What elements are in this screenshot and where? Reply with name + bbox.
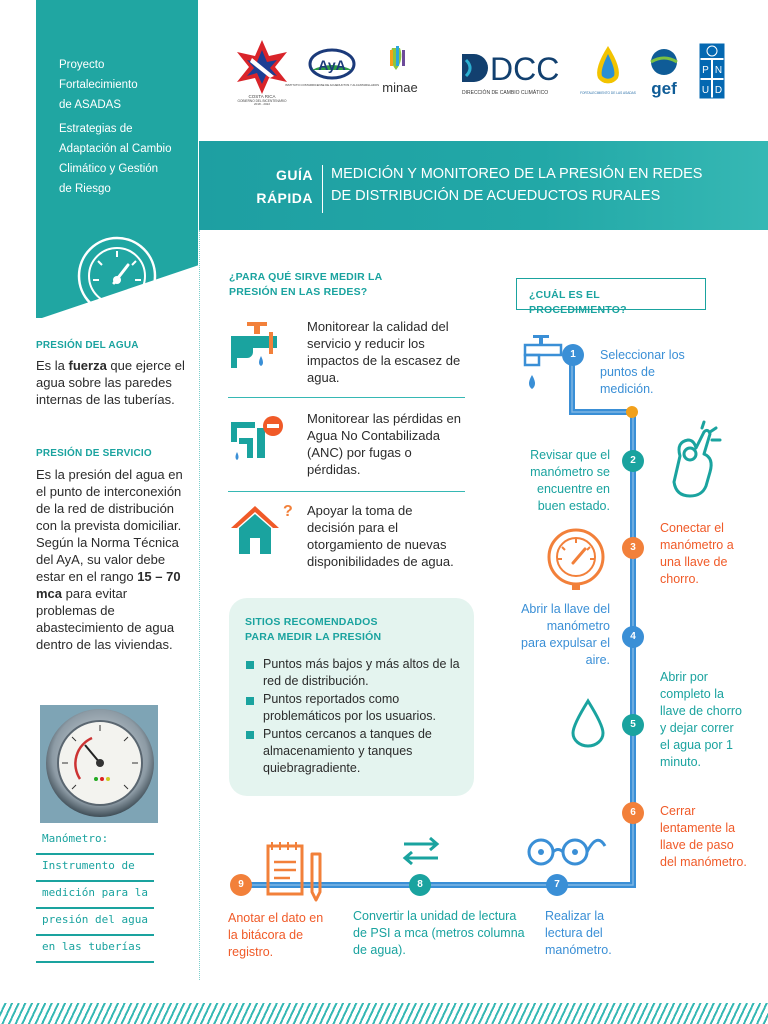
notepad-pencil-icon (264, 840, 326, 902)
faucet-icon (519, 333, 561, 399)
manometer-caption-line: Instrumento de (36, 855, 154, 882)
manometer-caption-line: Manómetro: (36, 828, 154, 855)
step-1-marker: 1 (562, 344, 584, 366)
step-8-text: Convertir la unidad de lectura de PSI a mca (metros columna de agua). (353, 909, 525, 957)
footer-stripes (0, 1003, 768, 1024)
step-7-text: Realizar la lectura del manómetro. (545, 909, 612, 957)
site-item: Puntos cercanos a tanques de almacenamiento y tanques quiebragradiente. (263, 727, 432, 775)
site-item: Puntos reportados como problemáticos por los usuarios. (263, 692, 436, 723)
svg-text:INSTITUTO COSTARRICENSE DE ACU: INSTITUTO COSTARRICENSE DE ACUEDUCTOS Y ALCANTARILLADOS (285, 83, 379, 87)
svg-text:gef: gef (651, 79, 677, 98)
strategies-title: Estrategias de Adaptación al Cambio Climático y Gestión de Riesgo (59, 123, 172, 195)
manometer-icon (545, 527, 607, 591)
manometer-caption-line: medición para la (36, 882, 154, 909)
step-9-text: Anotar el dato en la bitácora de registro. (228, 911, 324, 959)
step-2-marker: 2 (622, 450, 644, 472)
purpose-text: Monitorear las pérdidas en Agua No Contabilizada (ANC) por fugas o pérdidas. (307, 411, 461, 477)
ok-hand-icon (664, 420, 724, 502)
step-9-marker: 9 (230, 874, 252, 896)
manometer-caption-line: en las tuberías (36, 936, 154, 963)
step-6-marker: 6 (622, 802, 644, 824)
svg-text:DIRECCIÓN DE CAMBIO CLIMÁTICO: DIRECCIÓN DE CAMBIO CLIMÁTICO (462, 90, 549, 96)
purpose-text: Monitorear la calidad del servicio y reducir los impactos de la escasez de agua. (307, 319, 461, 385)
water-pressure-text: Es la fuerza que ejerce el agua sobre las paredes internas de las tuberías. (36, 358, 185, 407)
svg-text:GOBIERNO DEL BICENTENARIO: GOBIERNO DEL BICENTENARIO (237, 99, 287, 103)
svg-text:U: U (701, 85, 710, 96)
purpose-text: Apoyar la toma de decisión para el otorgamiento de nuevas disponibilidades de agua. (307, 503, 454, 569)
why-heading: ¿PARA QUÉ SIRVE MEDIR LA PRESIÓN EN LAS REDES? (229, 271, 383, 298)
quick-guide-label: GUÍA RÁPIDA (256, 167, 313, 206)
svg-text:P: P (702, 65, 709, 76)
step-5-text: Abrir por completo la llave de chorro y dejar correr el agua por 1 minuto. (660, 670, 742, 769)
recommended-sites-heading: SITIOS RECOMENDADOS PARA MEDIR LA PRESIÓN (245, 616, 382, 643)
manometer-caption-line: presión del agua (36, 909, 154, 936)
page-title: MEDICIÓN Y MONITOREO DE LA PRESIÓN EN REDES DE DISTRIBUCIÓN DE ACUEDUCTOS RURALES (331, 166, 703, 204)
step-3-text: Conectar el manómetro a una llave de chorro. (660, 521, 734, 586)
step-2-text: Revisar que el manómetro se encuentre en buen estado. (530, 448, 610, 513)
svg-text:COSTA RICA: COSTA RICA (248, 94, 276, 99)
svg-text:2018 - 2022: 2018 - 2022 (253, 102, 271, 106)
step-5-marker: 5 (622, 714, 644, 736)
svg-text:?: ? (283, 503, 293, 520)
svg-text:minae: minae (382, 80, 418, 95)
step-6-text: Cerrar lentamente la llave de paso del manómetro. (660, 804, 747, 869)
svg-text:N: N (714, 65, 723, 76)
step-4-marker: 4 (622, 626, 644, 648)
svg-text:AyA: AyA (318, 57, 346, 73)
svg-text:FORTALECIMIENTO DE LAS ASADAS: FORTALECIMIENTO DE LAS ASADAS (580, 91, 636, 95)
step-7-marker: 7 (546, 874, 568, 896)
glasses-icon (525, 828, 607, 868)
site-item: Puntos más bajos y más altos de la red de distribución. (263, 657, 460, 688)
water-pressure-heading: PRESIÓN DEL AGUA (36, 340, 139, 351)
svg-text:DCC: DCC (490, 51, 560, 87)
step-8-marker: 8 (409, 874, 431, 896)
service-pressure-text: Es la presión del agua en el punto de interconexión de la red de distribución con la prevista domiciliar. Según la Norma Técnica del AyA, su valor debe estar en el rango 15 – 70 mca para evitar problemas de abastecimiento de agua dentro de las viviendas. (36, 467, 183, 652)
step-3-marker: 3 (622, 537, 644, 559)
convert-arrows-icon (400, 836, 442, 866)
project-title: Proyecto Fortalecimiento de ASADAS (59, 59, 138, 111)
service-pressure-heading: PRESIÓN DE SERVICIO (36, 448, 152, 459)
step-1-text: Seleccionar los puntos de medición. (600, 348, 685, 396)
svg-text:D: D (714, 85, 723, 96)
step-4-text: Abrir la llave del manómetro para expulsar el aire. (521, 602, 610, 667)
procedure-heading: ¿CUÁL ES EL PROCEDIMIENTO? (529, 289, 627, 316)
water-drop-icon (570, 698, 606, 748)
